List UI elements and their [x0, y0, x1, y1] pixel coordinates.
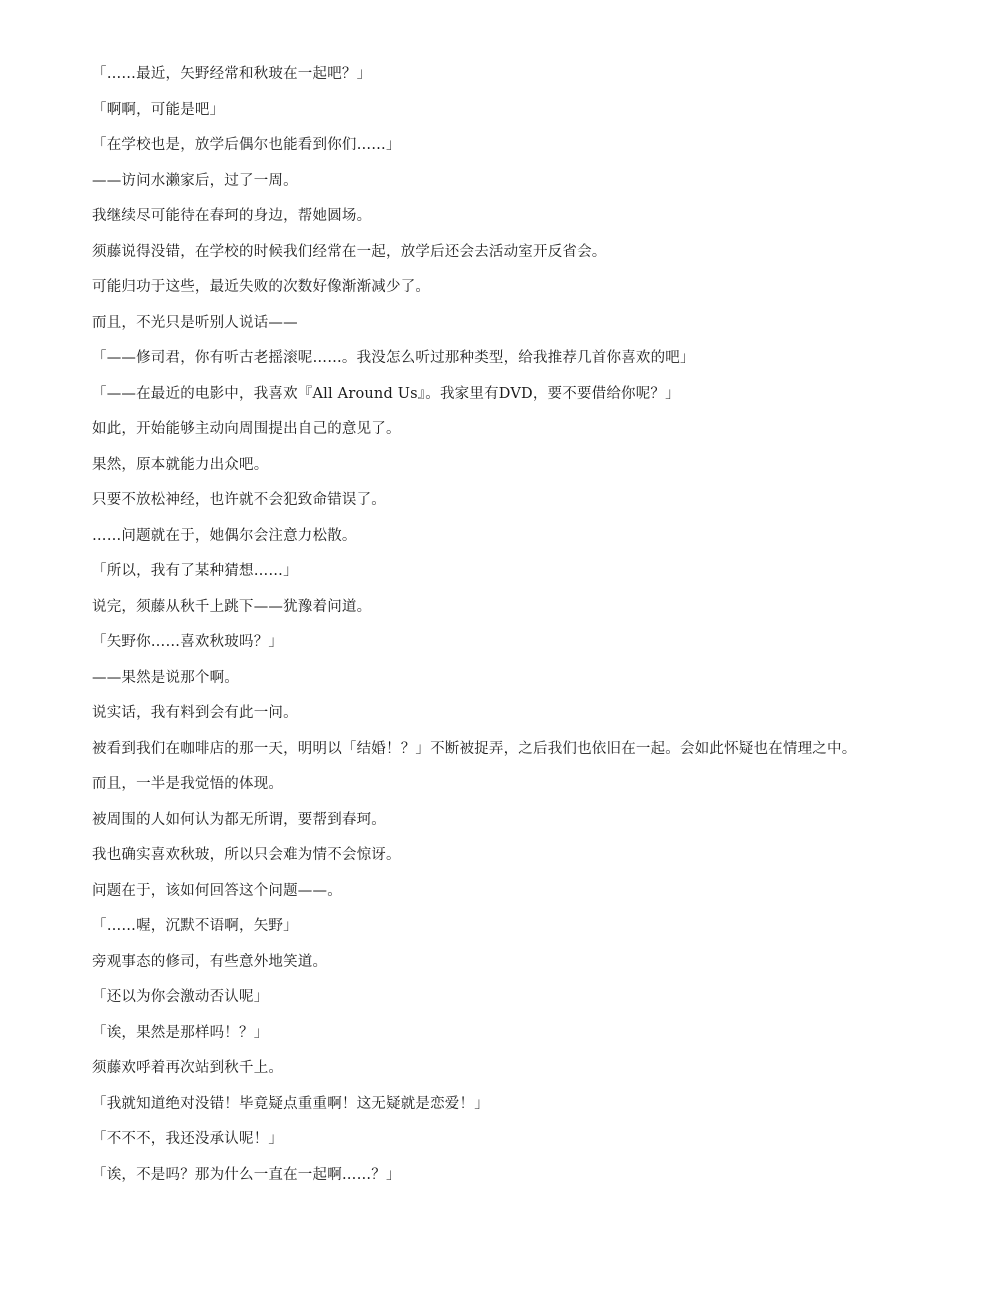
- text-line: 「诶，果然是那样吗！？」: [92, 1024, 269, 1041]
- text-line: 「矢野你……喜欢秋玻吗？」: [92, 634, 284, 650]
- text-line: ……问题就在于，她偶尔会注意力松散。: [92, 527, 357, 544]
- text-line: ——果然是说那个啊。: [92, 669, 239, 686]
- text-line: 只要不放松神经，也许就不会犯致命错误了。: [92, 492, 386, 508]
- text-line: 问题在于，该如何回答这个问题——。: [92, 882, 342, 899]
- text-line: 而且，一半是我觉悟的体现。: [92, 776, 284, 792]
- text-line: 我继续尽可能待在春珂的身边，帮她圆场。: [92, 208, 372, 224]
- text-line: 果然，原本就能力出众吧。: [92, 456, 269, 473]
- text-line: 说完，须藤从秋千上跳下——犹豫着问道。: [92, 598, 372, 615]
- text-line: 「在学校也是，放学后偶尔也能看到你们……」: [92, 137, 401, 153]
- text-line: 被看到我们在咖啡店的那一天，明明以「结婚！？」不断被捉弄，之后我们也依旧在一起。会如此怀疑也在情理之中。: [92, 740, 857, 757]
- text-line: 旁观事态的修司，有些意外地笑道。: [92, 953, 328, 970]
- text-line: 「还以为你会激动否认呢」: [92, 989, 269, 1005]
- text-line: 「所以，我有了某种猜想……」: [92, 563, 298, 579]
- text-line: 「不不不，我还没承认呢！」: [92, 1131, 284, 1147]
- text-line: ——访问水濑家后，过了一周。: [92, 172, 298, 189]
- text-line: 须藤欢呼着再次站到秋千上。: [92, 1060, 284, 1076]
- text-line: 「——修司君，你有听古老摇滚呢……。我没怎么听过那种类型，给我推荐几首你喜欢的吧」: [92, 350, 695, 366]
- text-line: 被周围的人如何认为都无所谓，要帮到春珂。: [92, 811, 386, 828]
- text-line: 须藤说得没错，在学校的时候我们经常在一起，放学后还会去活动室开反省会。: [92, 243, 607, 260]
- text-line: 「啊啊，可能是吧」: [92, 101, 225, 118]
- text-line: 「……喔，沉默不语啊，矢野」: [92, 918, 298, 934]
- text-line: 「我就知道绝对没错！毕竟疑点重重啊！这无疑就是恋爱！」: [92, 1095, 489, 1112]
- text-line: 说实话，我有料到会有此一问。: [92, 705, 298, 721]
- text-line: 如此，开始能够主动向周围提出自己的意见了。: [92, 421, 401, 437]
- text-line: 可能归功于这些，最近失败的次数好像渐渐减少了。: [92, 279, 431, 295]
- text-line: 「——在最近的电影中，我喜欢『All Around Us』。我家里有DVD，要不要借给你呢？」: [92, 385, 680, 402]
- text-line: 我也确实喜欢秋玻，所以只会难为情不会惊讶。: [92, 847, 401, 863]
- text-line: 「……最近，矢野经常和秋玻在一起吧？」: [92, 66, 372, 82]
- text-line: 「诶，不是吗？那为什么一直在一起啊……？」: [92, 1166, 401, 1183]
- text-body: [92, 60, 952, 1196]
- text-line: 而且，不光只是听别人说话——: [92, 314, 298, 331]
